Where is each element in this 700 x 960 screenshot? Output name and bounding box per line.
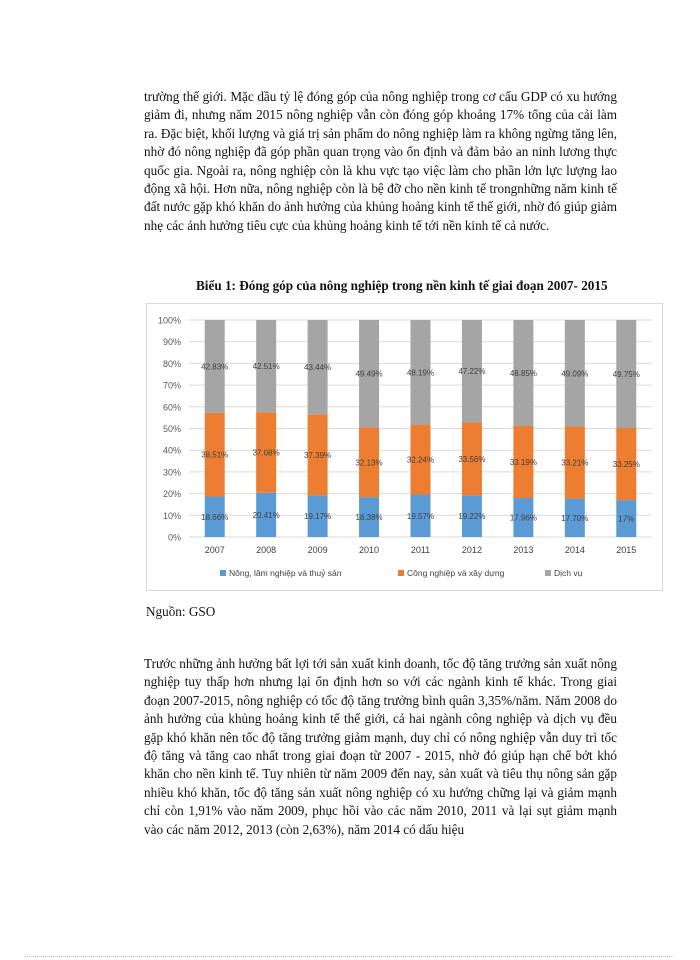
y-tick-label: 70% [162,380,181,391]
legend-label: Nông, lâm nghiệp và thuỷ sản [229,568,342,578]
chart-caption: Biểu 1: Đóng góp của nông nghiệp trong nền kinh tế giai đoạn 2007- 2015 [196,278,608,293]
y-tick-label: 20% [162,489,181,500]
y-tick-label: 10% [162,510,181,521]
data-label: 37.08% [252,448,280,458]
data-label: 18.66% [201,512,229,522]
legend-label: Dịch vụ [554,568,583,578]
data-label: 49.75% [612,369,640,379]
data-label: 38.51% [201,450,229,460]
y-tick-label: 80% [162,358,181,369]
y-tick-label: 40% [162,445,181,456]
y-tick-label: 100% [157,315,181,326]
data-label: 19.17% [304,512,332,522]
data-label: 37.39% [304,450,332,460]
x-tick-label: 2010 [359,545,380,555]
y-tick-label: 30% [162,467,181,478]
data-label: 19.22% [458,512,486,522]
page-bottom-divider [24,956,674,957]
data-label: 33.25% [612,460,640,470]
chart-source: Nguồn: GSO [146,604,216,619]
y-tick-label: 60% [162,402,181,413]
x-tick-label: 2014 [564,545,585,555]
data-label: 20.41% [252,510,280,520]
data-label: 17% [618,514,635,524]
x-tick-label: 2012 [461,545,482,555]
x-tick-label: 2015 [616,545,637,555]
y-tick-label: 90% [162,337,181,348]
legend-swatch [398,570,404,576]
y-tick-label: 50% [162,424,181,434]
data-label: 18.38% [355,513,383,523]
data-label: 48.85% [509,369,537,379]
x-tick-label: 2013 [513,545,534,555]
data-label: 17.70% [561,513,589,523]
body-paragraph-2: Trước những ảnh hưởng bất lợi tới sản xuất kinh doanh, tốc độ tăng trưởng sản xuất nông nghiệp tuy thấp hơn nhưng lại ổn định hơn so với các ngành kinh tế khác. Trong giai đoạn 2007-2015, nông nghiệp có tốc độ tăng trưởng bình quân 3,35%/năm. Năm 2008 do ảnh hưởng của khủng hoảng kinh tế thế giới, cả hai ngành công nghiệp và dịch vụ đều gặp khó khăn nên tốc độ tăng trưởng giảm mạnh, duy chỉ có nông nghiệp vẫn duy trì tốc độ tăng và tăng cao nhất trong giai đoạn từ 2007 - 2015, nhờ đó giúp hạn chế bớt khó khăn cho nền kinh tế. Tuy nhiên từ năm 2009 đến nay, sản xuất và tiêu thụ nông sản gặp nhiều khó khăn, tốc độ tăng sản xuất nông nghiệp có xu hướng chững lại và giảm mạnh chỉ còn 1,91% vào năm 2009, phục hồi vào các năm 2010, 2011 và lại sụt giảm mạnh vào các năm 2012, 2013 (còn 2,63%), năm 2014 có dấu hiệu [144,656,617,837]
data-label: 17.96% [509,513,537,523]
y-tick-label: 0% [167,532,181,543]
body-paragraph-1: trường thế giới. Mặc dầu tỷ lệ đóng góp của nông nghiệp trong cơ cấu GDP có xu hướng giảm đi, nhưng năm 2015 nông nghiệp vẫn còn đóng góp khoảng 17% tổng của cải làm ra. Đặc biệt, khối lượng và giá trị sản phẩm do nông nghiệp làm ra không ngừng tăng lên, nhờ đó nông nghiệp đã góp phần quan trọng vào ổn định và đảm bảo an ninh lương thực quốc gia. Ngoài ra, nông nghiệp còn là khu vực tạo việc làm cho phần lớn lực lượng lao động xã hội. Hơn nữa, nông nghiệp còn là bệ đỡ cho nền kinh tế trongnhững năm kinh tế đất nước gặp khó khăn do ảnh hưởng của khủng hoảng kinh tế thế giới, nhờ đó giúp giảm nhẹ các ảnh hưởng tiêu cực của khủng hoảng kinh tế tới nền kinh tế cả nước. [144,89,617,233]
x-tick-label: 2011 [410,545,431,555]
data-label: 33.56% [458,454,486,464]
legend-label: Công nghiệp và xây dựng [407,568,505,578]
legend-swatch [220,570,226,576]
data-label: 42.83% [201,362,229,372]
chart-canvas [147,304,664,592]
data-label: 32.24% [406,455,435,465]
x-tick-label: 2008 [256,545,277,555]
data-label: 33.21% [561,458,589,468]
data-label: 32.13% [355,458,383,468]
data-label: 19.57% [406,511,435,521]
legend-swatch [545,570,551,576]
stacked-bar-chart [146,303,663,591]
data-label: 42.51% [252,362,280,372]
x-tick-label: 2007 [204,545,225,555]
data-label: 43.44% [304,363,332,373]
data-label: 48.19% [406,368,435,378]
data-label: 49.09% [561,369,589,379]
data-label: 33.19% [509,458,537,468]
x-tick-label: 2009 [307,545,328,555]
data-label: 47.22% [458,367,486,377]
data-label: 49.49% [355,369,383,379]
